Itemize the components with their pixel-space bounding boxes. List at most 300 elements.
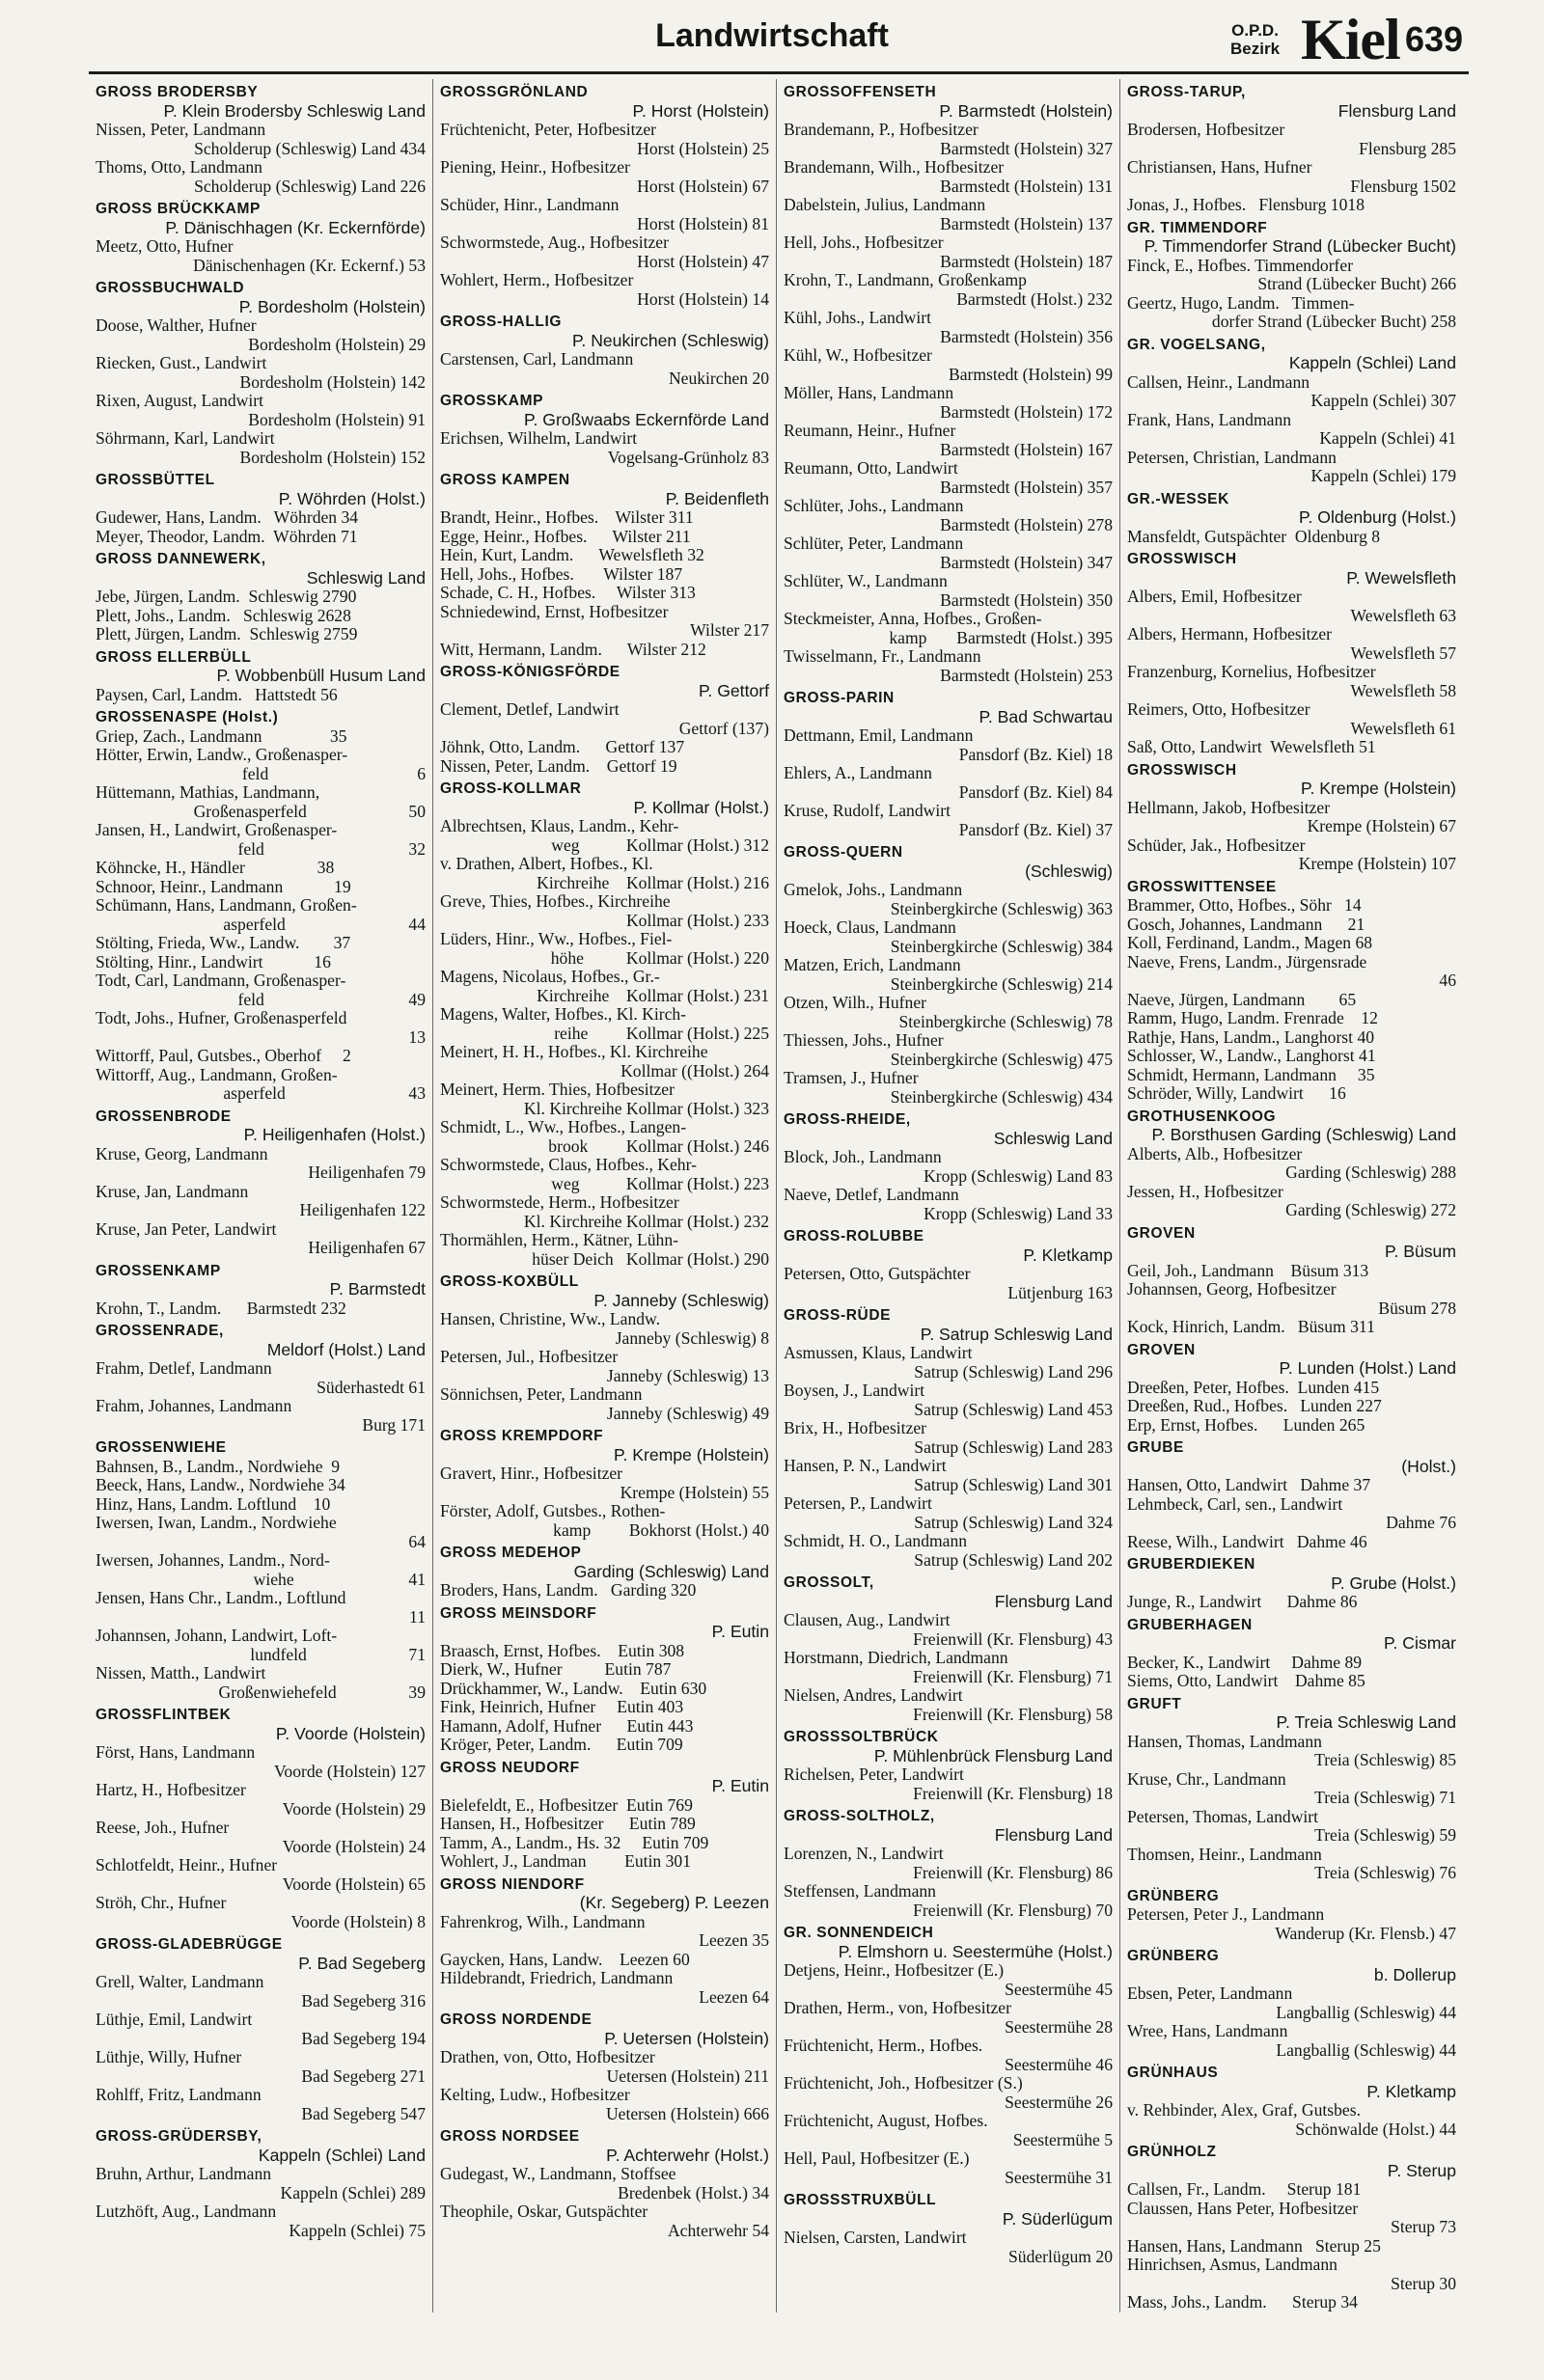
- place-section: [96, 1705, 426, 1931]
- place-section: [96, 2126, 426, 2240]
- directory-entry: [784, 1186, 1113, 1223]
- entry-line: Voorde (Holstein) 29: [282, 1798, 426, 1819]
- post-info: (Kr. Segeberg) P. Leezen: [579, 1893, 769, 1912]
- directory-entry: [96, 508, 426, 528]
- entry-line: v. Drathen, Albert, Hofbes., Kl.: [440, 855, 653, 873]
- directory-entry: [784, 233, 1113, 271]
- entry-line: weg Kollmar (Holst.) 223: [551, 1173, 769, 1193]
- entry-line: Dreeßen, Peter, Hofbes. Lunden 415: [1127, 1378, 1380, 1397]
- entry-line: Kappeln (Schlei) 41: [1319, 428, 1456, 448]
- post-info: P. Treia Schleswig Land: [1276, 1712, 1456, 1732]
- entry-line: Nissen, Matth., Landwirt: [96, 1664, 266, 1682]
- directory-entry: [1127, 1808, 1456, 1846]
- directory-entry: [784, 1611, 1113, 1649]
- directory-entry: [440, 196, 769, 233]
- entry-line: Todt, Carl, Landmann, Großenasper-: [96, 971, 346, 990]
- directory-entry: [96, 2165, 426, 2202]
- place-section: [440, 82, 769, 309]
- entry-line: Satrup (Schleswig) Land 202: [914, 1549, 1113, 1570]
- place-name: GROSSFLINTBEK: [96, 1707, 232, 1723]
- entry-line: Bad Segeberg 271: [301, 2065, 426, 2086]
- entry-line: Horst (Holstein) 81: [637, 213, 769, 233]
- entry-line: Erp, Ernst, Hofbes. Lunden 265: [1127, 1415, 1365, 1435]
- place-heading: [1127, 82, 1456, 121]
- place-name: GRUBE: [1127, 1439, 1184, 1456]
- directory-entry: [440, 1642, 769, 1661]
- entry-line: Pansdorf (Bz. Kiel) 84: [958, 781, 1113, 802]
- place-name: GROSS-KOLLMAR: [440, 780, 582, 797]
- directory-entry: [784, 1765, 1113, 1803]
- place-heading: [1127, 1340, 1456, 1379]
- entry-line: Jensen, Hans Chr., Landm., Loftlund: [96, 1589, 346, 1607]
- entry-line: Schröder, Willy, Landwirt 16: [1127, 1084, 1346, 1103]
- entry-line: Kelting, Ludw., Hofbesitzer: [440, 2086, 630, 2104]
- place-heading: [96, 1705, 426, 1743]
- entry-line: Meetz, Otto, Hufner: [96, 237, 234, 256]
- post-info: P. Kletkamp: [1366, 2081, 1456, 2101]
- directory-entry: [1127, 2180, 1456, 2200]
- entry-line: Köhncke, H., Händler 38: [96, 859, 335, 877]
- entry-line: Thormählen, Herm., Kätner, Lühn-: [440, 1231, 678, 1249]
- directory-entry: [440, 968, 769, 1005]
- place-section: [1127, 760, 1456, 874]
- directory-entry: [440, 1717, 769, 1737]
- entry-line: Steinbergkirche (Schleswig) 434: [890, 1086, 1113, 1107]
- column-3: [776, 79, 1119, 2312]
- entry-line: Kropp (Schleswig) Land 33: [924, 1203, 1113, 1223]
- directory-entry: [784, 309, 1113, 346]
- directory-entry: [1127, 836, 1456, 874]
- directory-entry: [440, 930, 769, 968]
- entry-line: Hüttemann, Mathias, Landmann,: [96, 783, 320, 802]
- entry-line: feld 49: [237, 989, 426, 1009]
- place-section: [1127, 218, 1456, 332]
- entry-line: Früchtenicht, Joh., Hofbesitzer (S.): [784, 2074, 1023, 2093]
- place-section: [1127, 489, 1456, 547]
- place-section: [96, 1321, 426, 1435]
- place-name: GROSSENWIEHE: [96, 1439, 227, 1456]
- place-section: [96, 82, 426, 196]
- entry-line: Gosch, Johannes, Landmann 21: [1127, 915, 1365, 934]
- place-name: GROSSSOLTBRÜCK: [784, 1729, 939, 1745]
- entry-line: Dierk, W., Hufner Eutin 787: [440, 1660, 672, 1679]
- directory-entry: [440, 2048, 769, 2086]
- directory-entry: [96, 896, 426, 934]
- entry-line: Johannsen, Johann, Landwirt, Loft-: [96, 1627, 338, 1645]
- directory-entry: [440, 892, 769, 930]
- entry-line: Schwormstede, Herm., Hofbesitzer: [440, 1193, 679, 1212]
- directory-entry: [440, 1385, 769, 1423]
- directory-entry: [784, 1686, 1113, 1724]
- entry-line: Sönnichsen, Peter, Landmann: [440, 1385, 643, 1404]
- entry-line: Leezen 64: [699, 1986, 769, 2007]
- directory-entry: [96, 528, 426, 547]
- post-info: P. Lunden (Holst.) Land: [1279, 1358, 1456, 1378]
- entry-line: Barmstedt (Holstein) 137: [940, 213, 1113, 233]
- entry-line: Saß, Otto, Landwirt Wewelsfleth 51: [1127, 738, 1376, 756]
- entry-line: Heiligenhafen 122: [299, 1200, 426, 1219]
- directory-entry: [96, 1495, 426, 1515]
- post-info: P. Cismar: [1384, 1633, 1456, 1653]
- place-heading: [784, 1109, 1113, 1148]
- directory-entry: [440, 158, 769, 196]
- directory-entry: [1127, 2293, 1456, 2312]
- place-heading: [784, 842, 1113, 881]
- post-info: P. Grube (Holst.): [1331, 1573, 1456, 1593]
- directory-entry: [440, 1348, 769, 1385]
- entry-line: Pansdorf (Bz. Kiel) 37: [958, 819, 1113, 839]
- place-name: GRUBERHAGEN: [1127, 1616, 1253, 1633]
- directory-entry: [1127, 934, 1456, 953]
- directory-entry: [440, 1464, 769, 1502]
- place-name: GROSSENASPE (Holst.): [96, 709, 279, 725]
- directory-entry: [1127, 257, 1456, 294]
- directory-entry: [1127, 1984, 1456, 2022]
- place-name: GROSS-KOXBÜLL: [440, 1273, 579, 1290]
- post-info: Flensburg Land: [994, 1591, 1113, 1611]
- entry-line: Nielsen, Andres, Landwirt: [784, 1686, 963, 1705]
- place-heading: [440, 470, 769, 508]
- entry-line: Brandemann, P., Hofbesitzer: [784, 121, 979, 139]
- entry-line: Wohlert, J., Landman Eutin 301: [440, 1852, 692, 1871]
- directory-entry: [1127, 1533, 1456, 1552]
- post-info: P. Großwaabs Eckernförde Land: [524, 409, 769, 429]
- entry-line: Freienwill (Kr. Flensburg) 86: [913, 1862, 1113, 1882]
- directory-entry: [440, 1951, 769, 1970]
- place-heading: [96, 1261, 426, 1299]
- entry-line: Seestermühe 46: [1005, 2054, 1113, 2074]
- entry-line: Kühl, W., Hofbesitzer: [784, 346, 932, 365]
- place-heading: [96, 1321, 426, 1359]
- place-name: GROSS-GLADEBRÜGGE: [96, 1936, 283, 1953]
- place-section: [784, 1573, 1113, 1724]
- entry-line: Süderhastedt 61: [317, 1377, 426, 1397]
- entry-line: Schümann, Hans, Landmann, Großen-: [96, 896, 357, 915]
- directory-entry: [440, 1156, 769, 1193]
- directory-entry: [784, 610, 1113, 647]
- directory-entry: [440, 641, 769, 660]
- entry-line: Schwormstede, Aug., Hofbesitzer: [440, 233, 669, 252]
- directory-entry: [440, 429, 769, 467]
- entry-line: Kühl, Johs., Landwirt: [784, 309, 931, 327]
- directory-entry: [96, 1220, 426, 1258]
- place-heading: [96, 1437, 426, 1458]
- entry-line: Hamann, Adolf, Hufner Eutin 443: [440, 1716, 694, 1736]
- directory-entry: [784, 2037, 1113, 2074]
- columns-container: [89, 79, 1469, 2312]
- directory-entry: [96, 1514, 426, 1551]
- place-section: [1127, 1886, 1456, 1944]
- entry-line: Schönwalde (Holst.) 44: [1295, 2119, 1456, 2139]
- directory-entry: [1127, 953, 1456, 991]
- directory-entry: [440, 1680, 769, 1699]
- post-info: P. Heiligenhafen (Holst.): [243, 1125, 426, 1144]
- entry-line: Richelsen, Peter, Landwirt: [784, 1765, 964, 1784]
- directory-entry: [784, 534, 1113, 572]
- entry-line: Barmstedt (Holstein) 350: [940, 589, 1113, 610]
- entry-line: Steckmeister, Anna, Hofbes., Großen-: [784, 610, 1042, 628]
- directory-entry: [440, 2165, 769, 2202]
- directory-entry: [1127, 449, 1456, 486]
- entry-line: Schlosser, W., Landw., Langhorst 41: [1127, 1047, 1376, 1065]
- place-section: [784, 1806, 1113, 1920]
- directory-entry: [1127, 1262, 1456, 1281]
- entry-line: Voorde (Holstein) 127: [273, 1761, 426, 1781]
- place-section: [784, 1305, 1113, 1570]
- entry-line: Drathen, Herm., von, Hofbesitzer: [784, 1999, 1011, 2017]
- directory-entry: [96, 686, 426, 705]
- entry-line: Kropp (Schleswig) Land 83: [924, 1165, 1113, 1186]
- entry-line: Langballig (Schleswig) 44: [1276, 2002, 1456, 2022]
- place-heading: [96, 707, 426, 727]
- entry-line: Steinbergkirche (Schleswig) 214: [890, 973, 1113, 994]
- directory-entry: [96, 934, 426, 953]
- place-name: GROSS-KÖNIGSFÖRDE: [440, 664, 620, 680]
- directory-entry: [784, 2112, 1113, 2149]
- entry-line: Horstmann, Diedrich, Landmann: [784, 1649, 1008, 1667]
- place-section: [440, 391, 769, 467]
- directory-entry: [96, 2011, 426, 2048]
- directory-entry: [96, 1397, 426, 1435]
- entry-line: Barmstedt (Holstein) 347: [940, 552, 1113, 572]
- entry-line: Horst (Holstein) 25: [637, 138, 769, 158]
- directory-entry: [96, 727, 426, 747]
- entry-line: Süderlügum 20: [1007, 2246, 1113, 2266]
- entry-line: Steinbergkirche (Schleswig) 363: [890, 898, 1113, 918]
- directory-entry: [1127, 1028, 1456, 1048]
- directory-entry: [96, 588, 426, 607]
- place-heading: [440, 779, 769, 817]
- directory-entry: [1127, 2022, 1456, 2060]
- place-name: GROSS KREMPDORF: [440, 1428, 604, 1444]
- entry-line: Dänischenhagen (Kr. Eckernf.) 53: [193, 255, 426, 275]
- place-heading: [784, 1305, 1113, 1344]
- directory-entry: [784, 764, 1113, 802]
- entry-line: Johannsen, Georg, Hofbesitzer: [1127, 1280, 1337, 1299]
- directory-entry: [784, 1845, 1113, 1882]
- entry-line: Bad Segeberg 547: [301, 2103, 426, 2123]
- entry-line: Petersen, Peter J., Landmann: [1127, 1905, 1325, 1924]
- post-info: P. Achterwehr (Holst.): [606, 2145, 769, 2165]
- directory-entry: [784, 881, 1113, 918]
- entry-line: Satrup (Schleswig) Land 283: [914, 1436, 1113, 1457]
- place-name: GROSSBÜTTEL: [96, 472, 215, 488]
- directory-entry: [784, 1961, 1113, 1999]
- place-section: [96, 647, 426, 705]
- entry-line: Hansen, Otto, Landwirt Dahme 37: [1127, 1476, 1371, 1494]
- entry-line: Kappeln (Schlei) 75: [289, 2220, 426, 2240]
- post-info: Flensburg Land: [1337, 100, 1456, 121]
- directory-entry: [1127, 663, 1456, 700]
- place-name: GROSS BRÜCKKAMP: [96, 201, 261, 217]
- post-info: P. Gettorf: [698, 680, 769, 700]
- directory-entry: [96, 2048, 426, 2086]
- place-heading: [440, 1272, 769, 1310]
- directory-entry: [1127, 1183, 1456, 1220]
- entry-line: Möller, Hans, Landmann: [784, 384, 954, 402]
- directory-entry: [784, 497, 1113, 534]
- entry-line: Kl. Kirchreihe Kollmar (Holst.) 232: [523, 1211, 769, 1231]
- entry-line: Barmstedt (Holstein) 327: [940, 138, 1113, 158]
- post-info: P. Klein Brodersby Schleswig Land: [163, 100, 426, 121]
- post-info: P. Süderlügum: [1002, 2208, 1113, 2229]
- entry-line: Petersen, Jul., Hofbesitzer: [440, 1348, 619, 1366]
- place-heading: [440, 1543, 769, 1581]
- place-section: [440, 1272, 769, 1423]
- directory-entry: [1127, 588, 1456, 625]
- entry-line: Pansdorf (Bz. Kiel) 18: [958, 744, 1113, 764]
- entry-line: Fahrenkrog, Wilh., Landmann: [440, 1912, 646, 1931]
- directory-entry: [440, 584, 769, 603]
- entry-line: Kollmar (Holst.) 233: [625, 910, 769, 930]
- entry-line: Vogelsang-Grünholz 83: [607, 447, 769, 467]
- directory-entry: [96, 1894, 426, 1931]
- entry-line: Thoms, Otto, Landmann: [96, 158, 262, 177]
- entry-line: Wanderup (Kr. Flensb.) 47: [1275, 1923, 1456, 1943]
- place-section: [784, 2190, 1113, 2266]
- entry-line: Kruse, Jan, Landmann: [96, 1182, 249, 1201]
- directory-entry: [440, 1815, 769, 1834]
- directory-entry: [440, 508, 769, 528]
- post-info: P. Bordesholm (Holstein): [238, 296, 426, 316]
- entry-line: Kl. Kirchreihe Kollmar (Holst.) 323: [523, 1098, 769, 1118]
- entry-line: Frahm, Johannes, Landmann: [96, 1397, 292, 1415]
- entry-line: Alberts, Alb., Hofbesitzer: [1127, 1144, 1303, 1163]
- directory-entry: [96, 1458, 426, 1477]
- place-heading: [96, 647, 426, 686]
- entry-line: Satrup (Schleswig) Land 453: [914, 1399, 1113, 1419]
- entry-line: Thiessen, Johs., Hufner: [784, 1031, 944, 1050]
- directory-entry: [440, 1834, 769, 1853]
- place-heading: [440, 662, 769, 700]
- directory-entry: [1127, 294, 1456, 332]
- place-heading: [784, 1806, 1113, 1845]
- page-number: 639: [1405, 19, 1464, 59]
- directory-entry: [1127, 1770, 1456, 1808]
- entry-line: Piening, Heinr., Hofbesitzer: [440, 158, 630, 177]
- place-name: GROSS-PARIN: [784, 690, 895, 706]
- directory-entry: [440, 1796, 769, 1816]
- post-info: (Schleswig): [1025, 861, 1113, 881]
- entry-line: Großenwiehefeld 39: [218, 1682, 426, 1702]
- directory-entry: [96, 1856, 426, 1894]
- directory-entry: [96, 1066, 426, 1104]
- entry-line: Kirchreihe Kollmar (Holst.) 231: [537, 985, 769, 1005]
- entry-line: feld 6: [241, 763, 426, 783]
- directory-entry: [96, 1145, 426, 1183]
- directory-entry: [1127, 700, 1456, 738]
- entry-line: lundfeld 71: [250, 1644, 426, 1664]
- column-4: [1119, 79, 1463, 2312]
- entry-line: Gaycken, Hans, Landw. Leezen 60: [440, 1950, 690, 1969]
- directory-entry: [96, 1551, 426, 1589]
- entry-line: Flensburg 285: [1359, 138, 1456, 158]
- entry-line: Kröger, Peter, Landm. Eutin 709: [440, 1736, 683, 1754]
- place-name: GROSS MEDEHOP: [440, 1545, 582, 1561]
- entry-line: Bordesholm (Holstein) 91: [248, 409, 426, 429]
- directory-entry: [1127, 1009, 1456, 1028]
- post-info: P. Dänischhagen (Kr. Eckernförde): [165, 217, 426, 237]
- entry-line: Hansen, Thomas, Landmann: [1127, 1732, 1322, 1751]
- place-name: GROSSENKAMP: [96, 1262, 221, 1279]
- directory-entry: [96, 1359, 426, 1397]
- place-heading: [440, 312, 769, 350]
- entry-line: Clement, Detlef, Landwirt: [440, 700, 620, 719]
- entry-line: Hellmann, Jakob, Hofbesitzer: [1127, 798, 1331, 817]
- place-name: GROSS MEINSDORF: [440, 1604, 597, 1622]
- place-name: GROSSENBRODE: [96, 1108, 232, 1125]
- entry-line: Junge, R., Landwirt Dahme 86: [1127, 1593, 1358, 1611]
- entry-line: Ströh, Chr., Hufner: [96, 1894, 227, 1912]
- entry-line: 64: [408, 1531, 426, 1551]
- post-info: P. Sterup: [1387, 2160, 1456, 2180]
- directory-entry: [96, 1973, 426, 2011]
- place-section: [96, 707, 426, 1104]
- directory-entry: [440, 603, 769, 641]
- directory-entry: [784, 918, 1113, 956]
- entry-line: Wilster 217: [690, 620, 769, 640]
- entry-line: Früchtenicht, August, Hofbes.: [784, 2112, 988, 2130]
- entry-line: Ramm, Hugo, Landm. Frenrade 12: [1127, 1009, 1378, 1027]
- place-name: GROTHUSENKOOG: [1127, 1108, 1277, 1125]
- entry-line: Becker, K., Landwirt Dahme 89: [1127, 1653, 1363, 1672]
- place-heading: [1127, 1694, 1456, 1733]
- entry-line: Kruse, Rudolf, Landwirt: [784, 802, 951, 820]
- entry-line: Finck, E., Hofbes. Timmendorfer: [1127, 256, 1354, 275]
- entry-line: Theophile, Oskar, Gutspächter: [440, 2202, 648, 2221]
- entry-line: Hildebrandt, Friedrich, Landmann: [440, 1969, 674, 1987]
- entry-line: Bredenbek (Holst.) 34: [618, 2182, 769, 2202]
- place-heading: [440, 2126, 769, 2165]
- post-info: P. Eutin: [711, 1622, 769, 1641]
- place-section: [96, 549, 426, 644]
- entry-line: Christiansen, Hans, Hufner: [1127, 158, 1312, 177]
- place-heading: [784, 1923, 1113, 1961]
- entry-line: Lehmbeck, Carl, sen., Landwirt: [1127, 1494, 1343, 1514]
- entry-line: Ebsen, Peter, Landmann: [1127, 1984, 1293, 2003]
- directory-entry: [440, 1660, 769, 1680]
- entry-line: Großenasperfeld 50: [193, 801, 426, 821]
- entry-line: Dahme 76: [1386, 1513, 1456, 1532]
- entry-line: Petersen, P., Landwirt: [784, 1494, 932, 1513]
- entry-line: Früchtenicht, Herm., Hofbes.: [784, 2037, 983, 2055]
- directory-entry: [784, 459, 1113, 497]
- entry-line: Rixen, August, Landwirt: [96, 392, 263, 410]
- directory-entry: [96, 971, 426, 1009]
- entry-line: Kappeln (Schlei) 289: [280, 2182, 426, 2202]
- entry-line: Sterup 73: [1391, 2217, 1456, 2236]
- entry-line: Gmelok, Johs., Landmann: [784, 881, 963, 899]
- place-section: [1127, 2063, 1456, 2139]
- entry-line: Meinert, Herm. Thies, Hofbesitzer: [440, 1081, 675, 1099]
- entry-line: Schüder, Jak., Hofbesitzer: [1127, 835, 1306, 855]
- post-info: P. Horst (Holstein): [632, 100, 769, 121]
- place-name: GROSSBUCHWALD: [96, 280, 245, 296]
- entry-line: Wewelsfleth 61: [1350, 718, 1456, 738]
- entry-line: Treia (Schleswig) 85: [1314, 1750, 1456, 1769]
- post-info: P. Bad Segeberg: [298, 1953, 426, 1973]
- entry-line: kamp Barmstedt (Holst.) 395: [889, 627, 1113, 647]
- entry-line: Krempe (Holstein) 107: [1298, 854, 1456, 873]
- entry-line: Erichsen, Wilhelm, Landwirt: [440, 429, 638, 448]
- entry-line: Brammer, Otto, Hofbes., Söhr 14: [1127, 896, 1362, 915]
- directory-entry: [440, 1913, 769, 1951]
- entry-line: Treia (Schleswig) 59: [1314, 1825, 1456, 1845]
- entry-line: Carstensen, Carl, Landmann: [440, 350, 634, 369]
- place-heading: [440, 2010, 769, 2048]
- place-name: GROSS DANNEWERK,: [96, 551, 266, 567]
- place-section: [1127, 877, 1456, 1104]
